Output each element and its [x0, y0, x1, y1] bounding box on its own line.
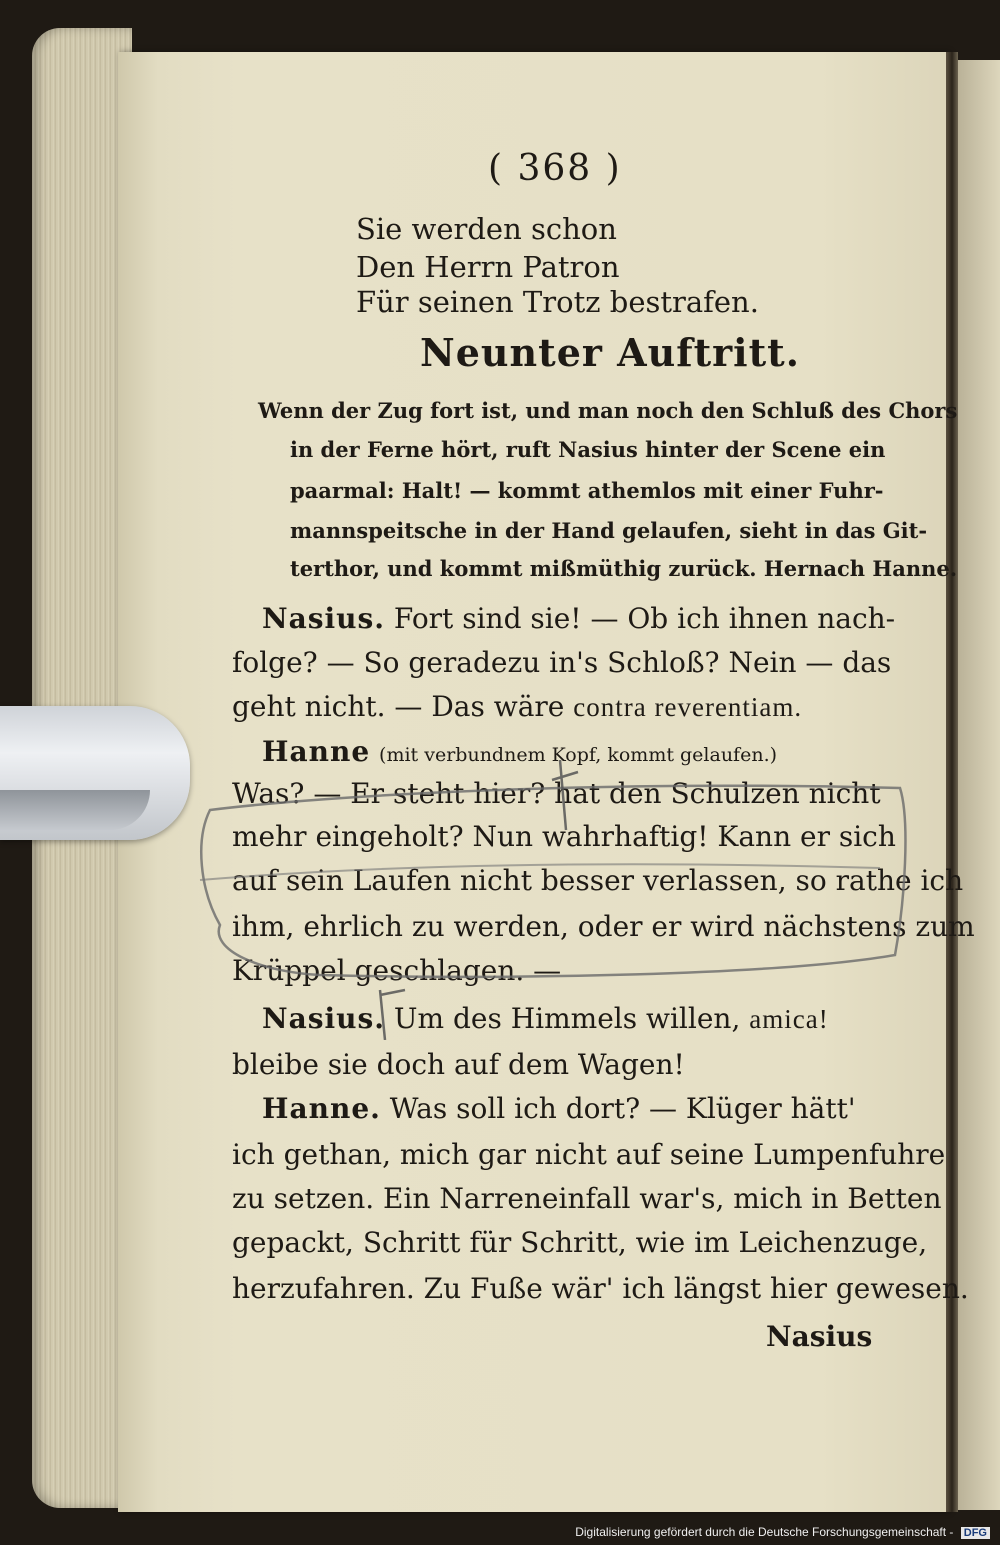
dialogue-line: gepackt, Schritt für Schritt, wie im Leichenzuge,	[232, 1226, 928, 1259]
footer-text: Digitalisierung gefördert durch die Deutsche Forschungsgemeinschaft -	[575, 1525, 954, 1539]
verse-line: Den Herrn Patron	[356, 250, 620, 284]
page-number: ( 368 )	[488, 148, 622, 189]
dialogue-line: mehr eingeholt? Nun wahrhaftig! Kann er sich	[232, 820, 896, 853]
verse-line: Sie werden schon	[356, 212, 617, 246]
dialogue-text: Was soll ich dort? — Klüger hätt'	[389, 1092, 856, 1125]
latin-phrase: amica!	[749, 1004, 829, 1034]
speaker-name: Hanne.	[262, 1092, 381, 1125]
scene-heading: Neunter Auftritt.	[420, 330, 800, 375]
dialogue-line: zu setzen. Ein Narreneinfall war's, mich in Betten	[232, 1182, 942, 1215]
dialogue-line: auf sein Laufen nicht besser verlassen, so rathe ich	[232, 864, 964, 897]
dialogue-text: Fort sind sie! — Ob ich ihnen nach-	[393, 602, 896, 635]
dialogue-text: geht nicht. — Das wäre	[232, 690, 565, 723]
dialogue-line: ich gethan, mich gar nicht auf seine Lumpenfuhre	[232, 1138, 946, 1171]
dialogue-line: Was? — Er steht hier? hat den Schulzen nicht	[232, 777, 881, 810]
dfg-logo: DFG	[961, 1527, 990, 1539]
speaker-name: Hanne	[262, 735, 371, 768]
footer-credit	[575, 1525, 990, 1539]
dialogue-line: bleibe sie doch auf dem Wagen!	[232, 1048, 685, 1081]
stage-direction-line: paarmal: Halt! — kommt athemlos mit einer Fuhr-	[290, 478, 884, 503]
stage-direction-line: terthor, und kommt mißmüthig zurück. Hernach Hanne.	[290, 556, 958, 581]
speaker-name: Nasius.	[262, 1002, 386, 1035]
dialogue-text: Um des Himmels willen,	[393, 1002, 741, 1035]
dialogue-line: ihm, ehrlich zu werden, oder er wird nächstens zum	[232, 910, 975, 943]
speaker-name: Nasius.	[262, 602, 386, 635]
dialogue-line	[232, 690, 802, 723]
dialogue-line: herzufahren. Zu Fuße wär' ich längst hier gewesen.	[232, 1272, 969, 1305]
stage-direction-line: mannspeitsche in der Hand gelaufen, sieht in das Git-	[290, 518, 928, 543]
dialogue-line: Krüppel geschlagen. —	[232, 954, 562, 987]
dialogue-line	[262, 602, 895, 635]
verse-line: Für seinen Trotz bestrafen.	[356, 285, 759, 319]
dialogue-line	[262, 1092, 856, 1125]
pencil-annotation	[180, 740, 920, 1040]
dialogue-line: folge? — So geradezu in's Schloß? Nein — das	[232, 646, 892, 679]
catchword: Nasius	[766, 1320, 873, 1353]
bookmark-clip-shadow	[0, 790, 150, 830]
stage-direction-line: in der Ferne hört, ruft Nasius hinter der Scene ein	[290, 437, 886, 462]
latin-phrase: contra reverentiam.	[573, 692, 803, 722]
stage-direction-inline: (mit verbundnem Kopf, kommt gelaufen.)	[379, 744, 778, 766]
stage-direction-line: Wenn der Zug fort ist, und man noch den Schluß des Chors	[258, 398, 958, 423]
